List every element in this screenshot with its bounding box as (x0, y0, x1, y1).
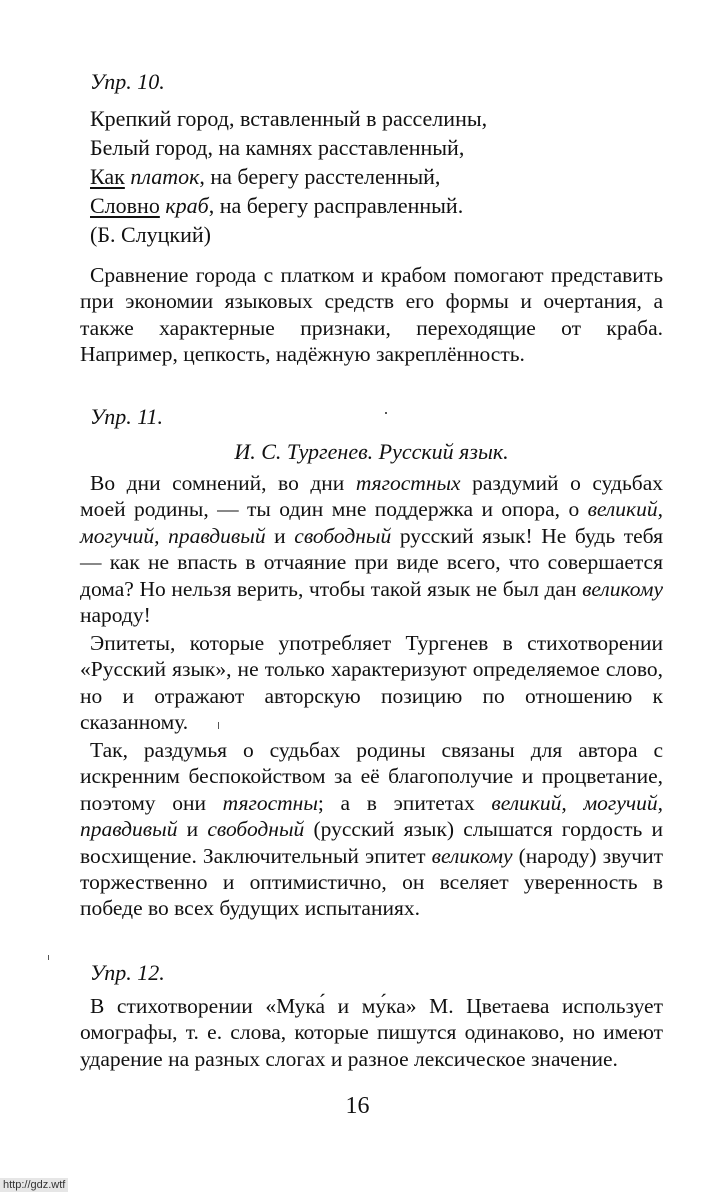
epithet: свободный (294, 523, 392, 548)
scan-speck (218, 722, 219, 729)
poem-line-1: Крепкий город, вставленный в расселины, (90, 106, 488, 131)
page-number: 16 (345, 1093, 370, 1119)
analysis-text: (народу) звучит торжественно и оптимистично, он вселяет уверенность в победе во всех будущих испытаниях. (80, 843, 663, 921)
analysis-text: и (177, 817, 208, 842)
poem-title: И. С. Тургенев. Русский язык. (234, 439, 509, 464)
analysis-text: Так, раздумья о судьбах родины связаны для автора с искренним беспокойством за её благополучие и процветание, поэтому они (80, 738, 663, 815)
poem-line-3 (90, 162, 487, 191)
exercise-10-answer (80, 262, 663, 368)
quote-text: Во дни сомнений, во дни (90, 471, 356, 495)
quote-text: и (265, 523, 295, 548)
poem-line-2: Белый город, на камнях расставленный, (90, 135, 465, 160)
epithet: тягостных (355, 471, 461, 495)
exercise-11-heading: Упр. 11. (90, 404, 164, 429)
italic-word-platok: платок (124, 164, 200, 189)
poem-author: (Б. Слуцкий) (90, 222, 211, 247)
quote-text: народу! (80, 603, 151, 628)
epithet: великий, могучий, правдивый (80, 497, 663, 548)
exercise-12-answer (80, 993, 663, 1072)
epithet: великий, могучий, правдивый (80, 790, 663, 842)
exercise-11-analysis-1 (80, 630, 663, 736)
analysis-text: (русский язык) слышатся гордость и восхищение. Заключительный эпитет (80, 817, 663, 868)
underlined-word-kak: Как (90, 164, 125, 189)
quote-text: русский язык! Не будь тебя — как не впасть в отчаяние при виде всего, что совершается дома? Но нельзя верить, чтобы такой язык не был дан (80, 523, 663, 601)
epithet: свободный (207, 817, 305, 842)
analysis-text: Эпитеты, которые употребляет Тургенев в стихотворении «Русский язык», не только характеризуют определяемое слово, но и отражают авторскую позицию по отношению к сказанному. (80, 631, 663, 735)
poem-line-3-rest: , на берегу расстеленный, (199, 164, 441, 189)
quote-text: раздумий о судьбах моей родины, — ты один мне поддержка и опора, о (80, 471, 663, 522)
exercise-10-heading: Упр. 10. (90, 69, 165, 94)
italic-word-krab: краб (159, 193, 209, 218)
epithet: великому (582, 576, 663, 601)
exercise-10-answer-text: Сравнение города с платком и крабом помогают представить при экономии языковых средств его формы и очертания, а также характерные признаки, переходящие от краба. Например, цепкость, надёжную закреплённость. (80, 263, 663, 367)
scan-speck (48, 955, 49, 960)
scan-speck (385, 412, 387, 414)
watermark-link[interactable]: http://gdz.wtf (0, 1178, 68, 1192)
poem-line-4-rest: , на берегу расправленный. (208, 193, 464, 218)
exercise-12-answer-text: В стихотворении «Мука́ и му́ка» М. Цветаева использует омографы, т. е. слова, которые пишутся одинаково, но имеют ударение на разных слогах и разное лексическое значение. (80, 994, 663, 1071)
exercise-12-heading: Упр. 12. (90, 960, 165, 985)
poem-line-4 (90, 191, 487, 220)
turgenev-quote (80, 470, 663, 628)
poem-excerpt (90, 104, 487, 249)
analysis-text: ; а в эпитетах (317, 790, 492, 815)
exercise-11-analysis-2 (80, 737, 663, 922)
epithet: великому (431, 843, 513, 868)
underlined-word-slovno: Словно (90, 193, 160, 218)
epithet: тягостны (222, 790, 318, 815)
